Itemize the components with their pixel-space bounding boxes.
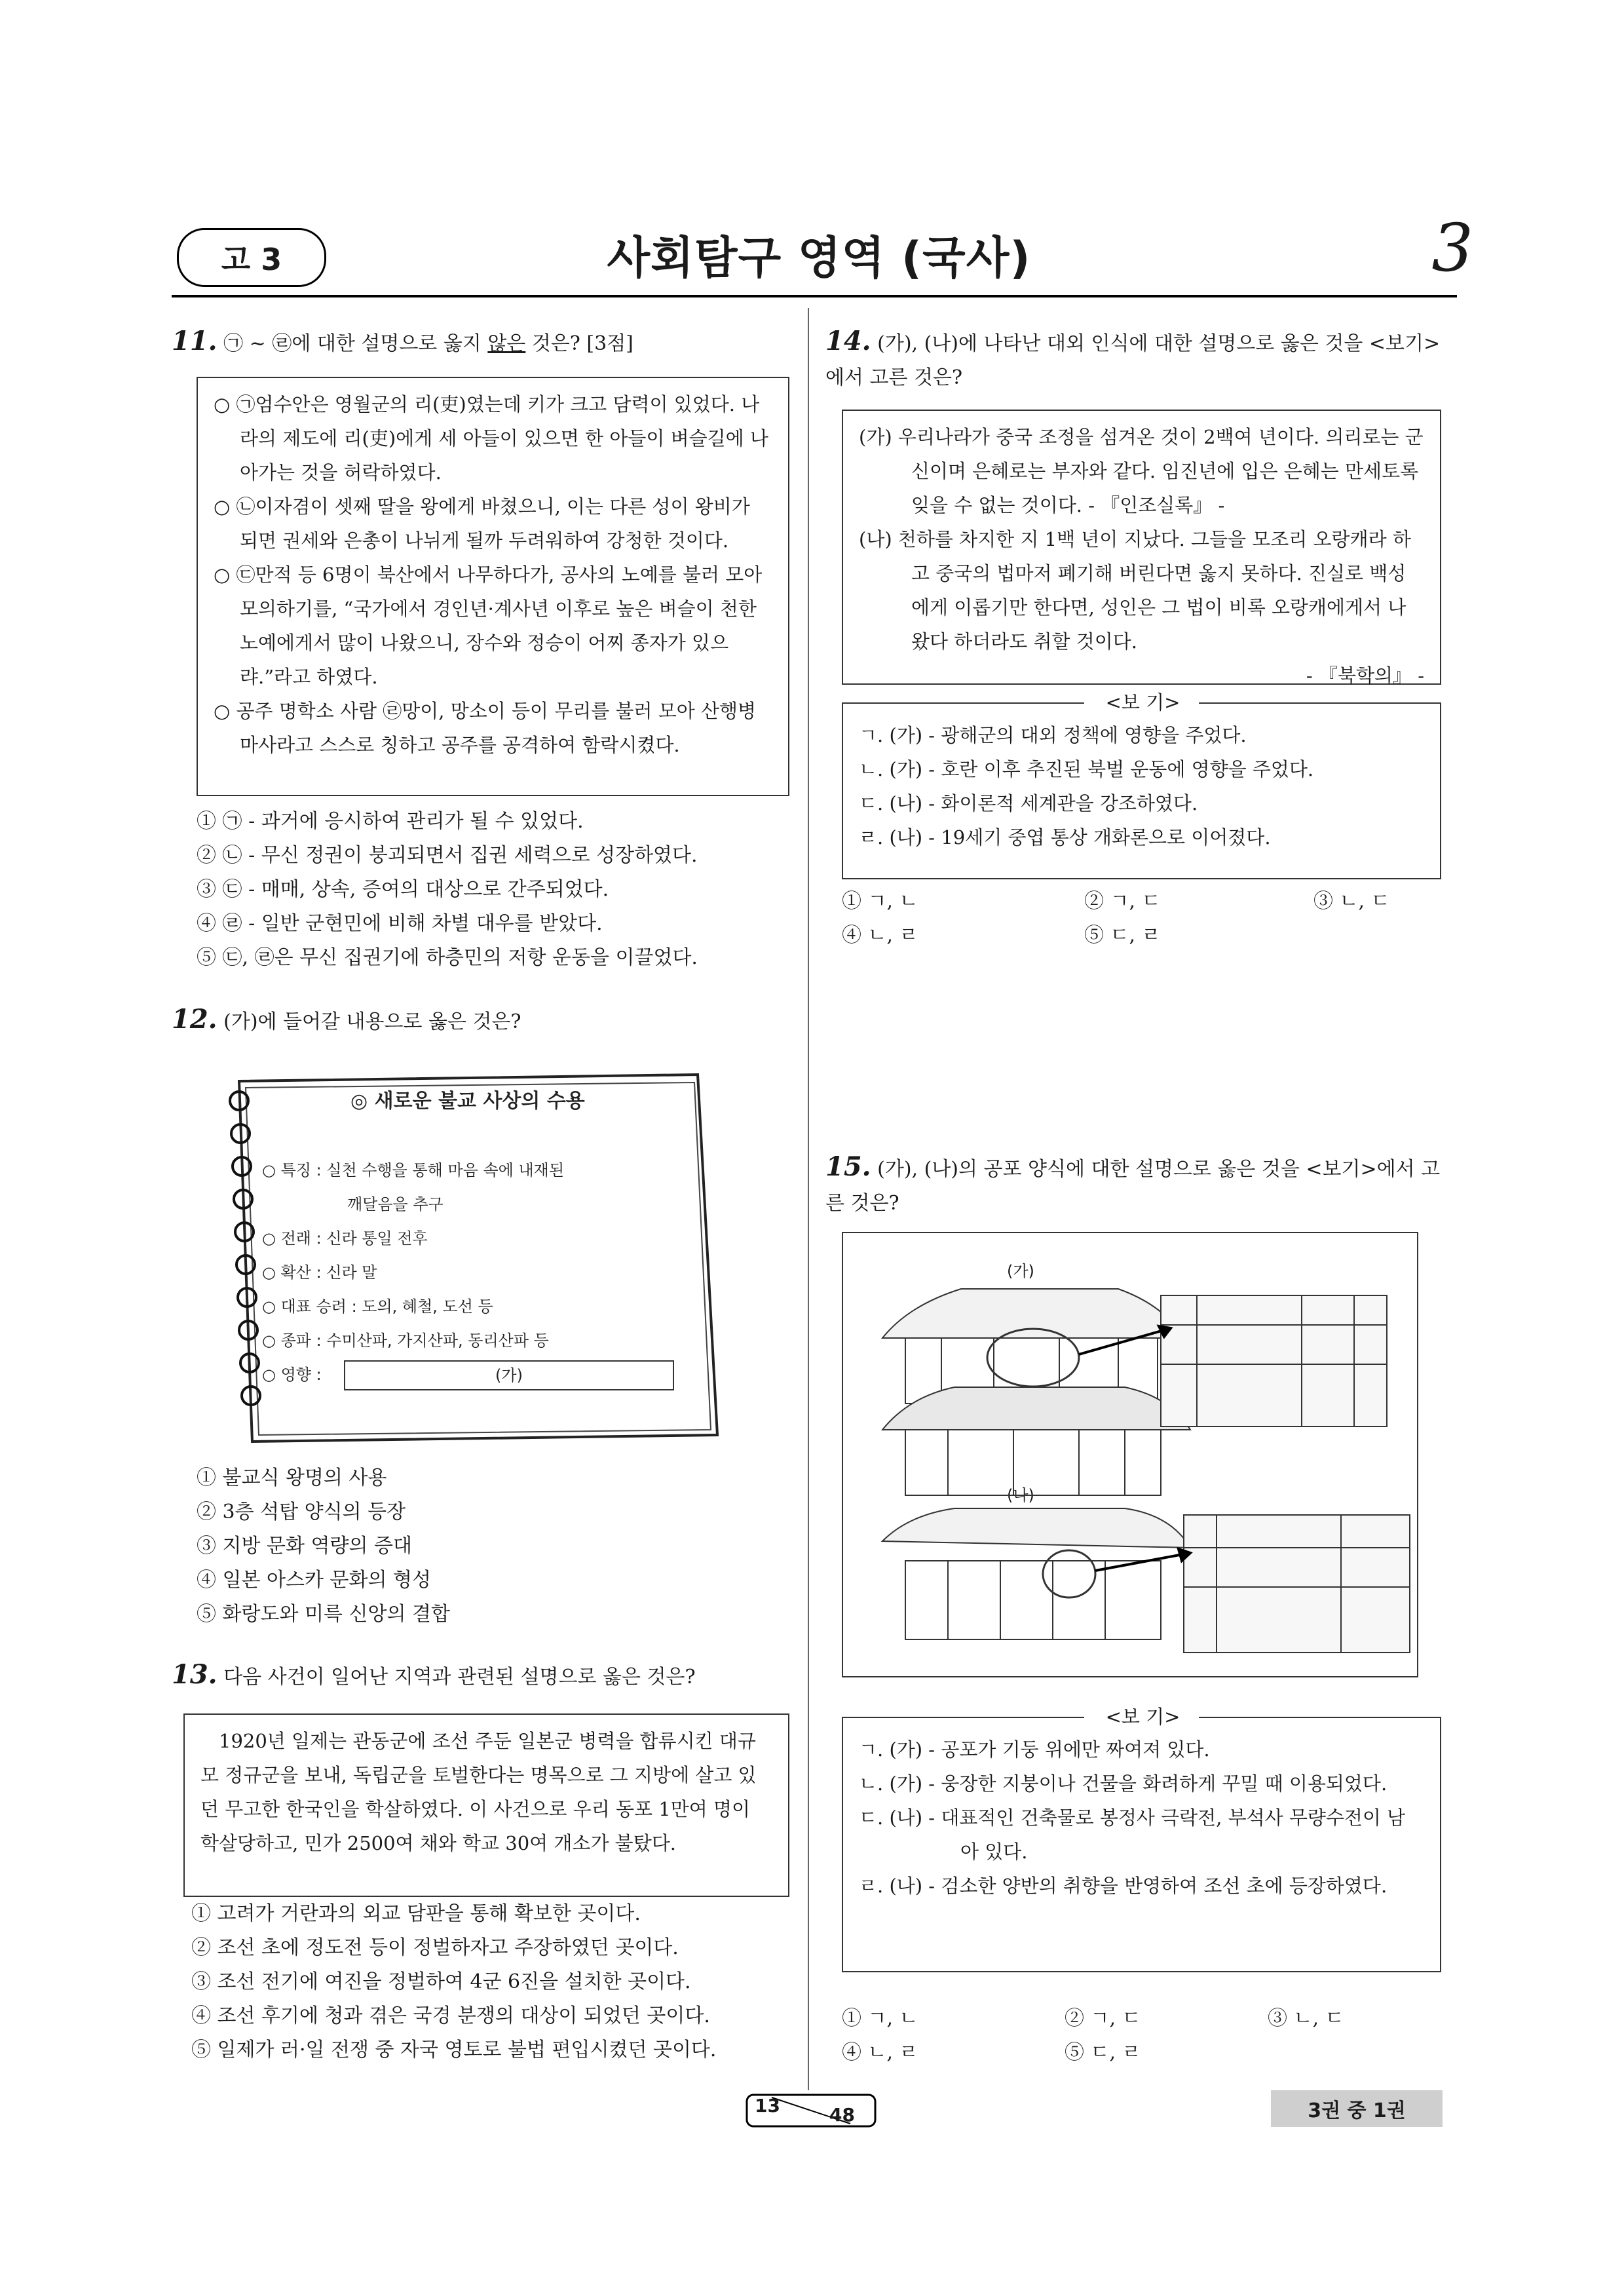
- page-number: 3: [1431, 210, 1473, 286]
- source-citation: - 『북학의』 -: [1306, 664, 1424, 687]
- notebook-line: ○ 확산 : 신라 말: [262, 1263, 377, 1282]
- choice-3[interactable]: ③ ㉢ - 매매, 상속, 증여의 대상으로 간주되었다.: [197, 878, 609, 901]
- question-number: 14.: [825, 326, 871, 356]
- grade-badge: 고 3: [177, 228, 326, 287]
- question-number: 15.: [825, 1151, 871, 1182]
- volume-badge: 3권 중 1권: [1271, 2090, 1443, 2127]
- choice-5[interactable]: ⑤ 화랑도와 미륵 신앙의 결합: [197, 1603, 450, 1626]
- choice-1[interactable]: ① ㉠ - 과거에 응시하여 관리가 될 수 있었다.: [197, 810, 584, 833]
- source-item: ○ ㉡이자겸이 셋째 딸을 왕에게 바쳤으니, 이는 다른 성이 왕비가 되면 권세와 은총이 나뉘게 될까 두려워하여 강청한 것이다.: [214, 495, 750, 552]
- bogi-item: ㄱ. (가) - 광해군의 대외 정책에 영향을 주었다.: [859, 724, 1247, 746]
- notebook-illustration: [213, 1068, 724, 1448]
- notebook-line: ○ 종파 : 수미산파, 가지산파, 동리산파 등: [262, 1331, 549, 1350]
- choice-1[interactable]: ① ㄱ, ㄴ: [842, 2007, 918, 2030]
- choice-4[interactable]: ④ ㉣ - 일반 군현민에 비해 차별 대우를 받았다.: [197, 912, 603, 935]
- choice-4[interactable]: ④ 일본 아스카 문화의 형성: [197, 1569, 431, 1592]
- footer-page-number: 13: [755, 2095, 780, 2116]
- page-title: 사회탐구 영역 (국사): [607, 233, 1031, 284]
- bogi-item: ㄷ. (나) - 화이론적 세계관을 강조하였다.: [859, 792, 1198, 814]
- source-item: ○ ㉢만적 등 6명이 북산에서 나무하다가, 공사의 노예를 불러 모아 모의하기를, “국가에서 경인년·계사년 이후로 높은 벼슬이 천한 노예에게서 많이 나왔으니, 장수와 정승이 어찌 종자가 있으랴.”라고 하였다.: [214, 564, 763, 688]
- source-box: [842, 410, 1441, 685]
- bogi-item: ㄱ. (가) - 공포가 기둥 위에만 짜여져 있다.: [859, 1738, 1210, 1761]
- choice-1[interactable]: ① 불교식 왕명의 사용: [197, 1466, 387, 1489]
- bogi-box: [842, 1706, 1441, 1972]
- choice-2[interactable]: ② 조선 초에 정도전 등이 정벌하자고 주장하였던 곳이다.: [191, 1936, 679, 1959]
- choice-3[interactable]: ③ ㄴ, ㄷ: [1268, 2007, 1344, 2030]
- choice-3[interactable]: ③ 조선 전기에 여진을 정벌하여 4군 6진을 설치한 곳이다.: [191, 1970, 691, 1993]
- choice-list: [197, 805, 799, 975]
- choice-1[interactable]: ① 고려가 거란과의 외교 담판을 통해 확보한 곳이다.: [191, 1902, 641, 1925]
- choice-2[interactable]: ② ㄱ, ㄷ: [1084, 890, 1161, 913]
- bogi-item: ㄹ. (나) - 19세기 중엽 통상 개화론으로 이어졌다.: [859, 826, 1271, 849]
- blank-box: (가): [344, 1360, 674, 1390]
- question-12-stem: 12. (가)에 들어갈 내용으로 옳은 것은?: [172, 1004, 521, 1035]
- question-number: 12.: [172, 1004, 217, 1035]
- choice-5[interactable]: ⑤ ㉢, ㉣은 무신 집권기에 하층민의 저항 운동을 이끌었다.: [197, 946, 698, 969]
- notebook-line: 깨달음을 추구: [347, 1195, 444, 1214]
- question-15-stem: 15. (가), (나)의 공포 양식에 대한 설명으로 옳은 것을 <보기>에서 고른 것은?: [825, 1151, 1441, 1215]
- question-11-stem: 11. ㉠ ~ ㉣에 대한 설명으로 옳지 않은 것은? [3점]: [172, 326, 633, 356]
- footer-page-indicator: [746, 2094, 877, 2128]
- bogi-box: [842, 691, 1441, 879]
- choice-2[interactable]: ② ㉡ - 무신 정권이 붕괴되면서 집권 세력으로 성장하였다.: [197, 844, 698, 867]
- choice-4[interactable]: ④ ㄴ, ㄹ: [842, 924, 918, 947]
- choice-list: [197, 1461, 786, 1632]
- choice-list: [191, 1897, 801, 2067]
- choice-1[interactable]: ① ㄱ, ㄴ: [842, 890, 918, 913]
- question-number: 13.: [172, 1659, 217, 1690]
- bogi-title: <보 기>: [1105, 1706, 1180, 1728]
- question-number: 11.: [172, 326, 217, 356]
- bogi-item: ㄴ. (가) - 웅장한 지붕이나 건물을 화려하게 꾸밀 때 이용되었다.: [859, 1772, 1388, 1795]
- choice-4[interactable]: ④ 조선 후기에 청과 겪은 국경 분쟁의 대상이 되었던 곳이다.: [191, 2004, 710, 2027]
- source-box: [197, 377, 789, 796]
- choice-5[interactable]: ⑤ ㄷ, ㄹ: [1084, 924, 1161, 947]
- choice-5[interactable]: ⑤ ㄷ, ㄹ: [1065, 2041, 1141, 2064]
- notebook-line: ○ 대표 승려 : 도의, 혜철, 도선 등: [262, 1297, 493, 1316]
- header-rule: [172, 295, 1457, 297]
- bogi-item: ㄴ. (가) - 호란 이후 추진된 북벌 운동에 영향을 주었다.: [859, 758, 1314, 780]
- choice-3[interactable]: ③ ㄴ, ㄷ: [1313, 890, 1390, 913]
- bogi-item: ㄷ. (나) - 대표적인 건축물로 봉정사 극락전, 부석사 무량수전이 남아 있다.: [859, 1807, 1406, 1863]
- choice-3[interactable]: ③ 지방 문화 역량의 증대: [197, 1535, 412, 1558]
- architecture-drawing: [843, 1233, 1417, 1676]
- notebook-line: ○ 전래 : 신라 통일 전후: [262, 1229, 428, 1248]
- figure-label-na: (나): [1007, 1486, 1034, 1504]
- question-13-stem: 13. 다음 사건이 일어난 지역과 관련된 설명으로 옳은 것은?: [172, 1659, 696, 1690]
- source-box: 1920년 일제는 관동군에 조선 주둔 일본군 병력을 합류시킨 대규모 정규군을 보내, 독립군을 토벌한다는 명목으로 그 지방에 살고 있던 무고한 한국인을 학살하였다. 이 사건으로 우리 동포 1만여 명이 학살당하고, 민가 2500여 채와 학교 30여 개소가 불탔다.: [183, 1713, 789, 1897]
- choice-2[interactable]: ② ㄱ, ㄷ: [1065, 2007, 1141, 2030]
- question-14-stem: 14. (가), (나)에 나타난 대외 인식에 대한 설명으로 옳은 것을 <보기>에서 고른 것은?: [825, 326, 1441, 389]
- figure-label-ga: (가): [1007, 1262, 1034, 1280]
- notebook-title: ◎ 새로운 불교 사상의 수용: [350, 1090, 585, 1113]
- footer-page-total: 48: [829, 2104, 855, 2126]
- source-na: (나) 천하를 차지한 지 1백 년이 지났다. 그들을 모조리 오랑캐라 하고 중국의 법마저 폐기해 버린다면 옳지 못하다. 진실로 백성에게 이롭기만 한다면, 성인은 그 법이 비록 오랑캐에게서 나왔다 하더라도 취할 것이다.: [859, 528, 1411, 653]
- source-item: ○ ㉠엄수안은 영월군의 리(吏)였는데 키가 크고 담력이 있었다. 나라의 제도에 리(吏)에게 세 아들이 있으면 한 아들이 벼슬길에 나아가는 것을 허락하였다.: [214, 393, 768, 484]
- choice-5[interactable]: ⑤ 일제가 러·일 전쟁 중 자국 영토로 불법 편입시켰던 곳이다.: [191, 2038, 717, 2061]
- notebook-line: ○ 영향 :: [262, 1366, 322, 1384]
- source-item: ○ 공주 명학소 사람 ㉣망이, 망소이 등이 무리를 불러 모아 산행병마사라고 스스로 칭하고 공주를 공격하여 함락시켰다.: [214, 700, 757, 756]
- source-ga: (가) 우리나라가 중국 조정을 섬겨온 것이 2백여 년이다. 의리로는 군신이며 은혜로는 부자와 같다. 임진년에 입은 은혜는 만세토록 잊을 수 없는 것이다. - 『인조실록』 -: [859, 426, 1424, 516]
- choice-4[interactable]: ④ ㄴ, ㄹ: [842, 2041, 918, 2064]
- bogi-item: ㄹ. (나) - 검소한 양반의 취향을 반영하여 조선 초에 등장하였다.: [859, 1875, 1388, 1897]
- bogi-title: <보 기>: [1105, 691, 1180, 714]
- architecture-figure: [842, 1232, 1418, 1677]
- notebook-line: ○ 특징 : 실천 수행을 통해 마음 속에 내재된: [262, 1161, 565, 1179]
- column-divider: [808, 308, 809, 2090]
- choice-2[interactable]: ② 3층 석탑 양식의 등장: [197, 1501, 406, 1523]
